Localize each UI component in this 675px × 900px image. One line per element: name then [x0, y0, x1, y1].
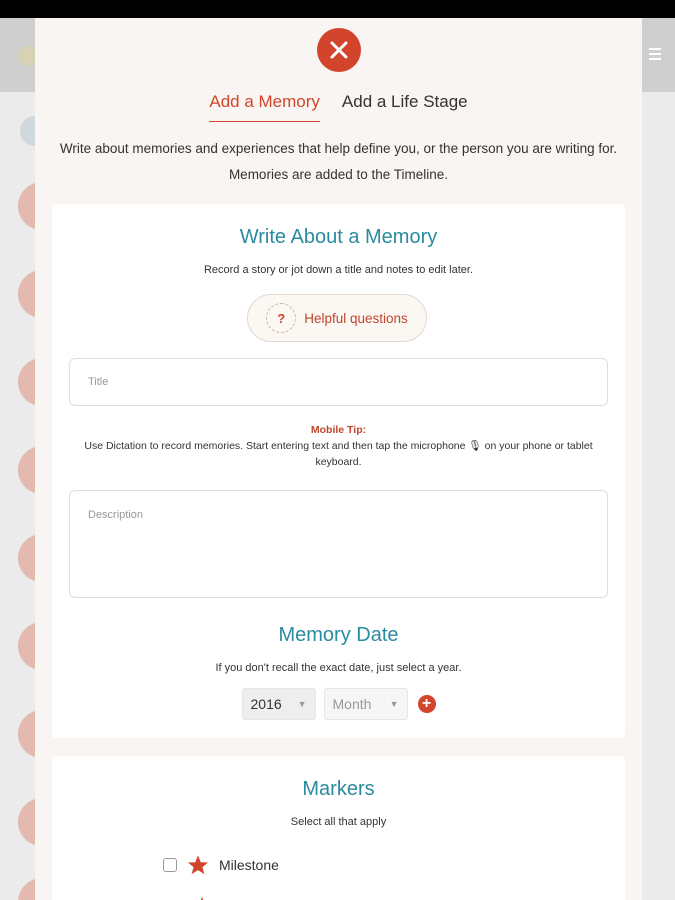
- write-memory-title: Write About a Memory: [239, 226, 438, 248]
- star-icon: [187, 854, 209, 876]
- mobile-tip-title: Mobile Tip:: [310, 424, 367, 436]
- description-field-wrapper: [69, 490, 608, 598]
- tab-add-life-stage[interactable]: Add a Life Stage: [341, 92, 468, 111]
- title-input[interactable]: [70, 359, 607, 405]
- caret-down-icon: ▼: [297, 699, 307, 709]
- description-input[interactable]: [70, 491, 607, 597]
- month-placeholder: Month: [332, 696, 372, 712]
- helpful-questions-button[interactable]: [247, 294, 427, 342]
- modal-tabs: [35, 92, 642, 122]
- year-select[interactable]: [242, 688, 316, 720]
- intro-text: Write about memories and experiences that help define you, or the person you are writing for. Memories are added to the Timeline.: [59, 141, 618, 182]
- question-icon: ?: [266, 303, 296, 333]
- helpful-questions-label: Helpful questions: [304, 310, 408, 326]
- milestone-label: Milestone: [219, 857, 279, 873]
- close-button[interactable]: [317, 28, 361, 72]
- write-memory-subtitle: Record a story or jot down a title and notes to edit later.: [203, 264, 474, 276]
- year-value: 2016: [250, 696, 282, 712]
- status-bar: [0, 0, 675, 18]
- markers-subtitle: Select all that apply: [290, 816, 387, 828]
- caret-down-icon: ▼: [389, 699, 399, 709]
- add-memory-modal: [35, 18, 642, 900]
- mobile-tip-text: Use Dictation to record memories. Start entering text and then tap the microphone 🎙 on your phone or tablet keyboard.: [84, 440, 593, 468]
- memory-date-subtitle: If you don't recall the exact date, just select a year.: [215, 662, 462, 674]
- hamburger-icon[interactable]: [649, 48, 661, 63]
- month-select[interactable]: [324, 688, 408, 720]
- markers-card: [52, 756, 625, 900]
- close-icon: [328, 39, 350, 61]
- memory-date-title: Memory Date: [278, 624, 399, 646]
- milestone-checkbox[interactable]: [163, 858, 177, 872]
- tab-add-memory[interactable]: Add a Memory: [209, 92, 320, 122]
- next-marker-icon: [195, 896, 209, 900]
- write-memory-card: [52, 204, 625, 738]
- date-selectors: [52, 688, 625, 720]
- title-field-wrapper: [69, 358, 608, 406]
- markers-title: Markers: [302, 778, 375, 800]
- marker-item-milestone[interactable]: [163, 854, 279, 876]
- add-date-detail-button[interactable]: +: [418, 695, 436, 713]
